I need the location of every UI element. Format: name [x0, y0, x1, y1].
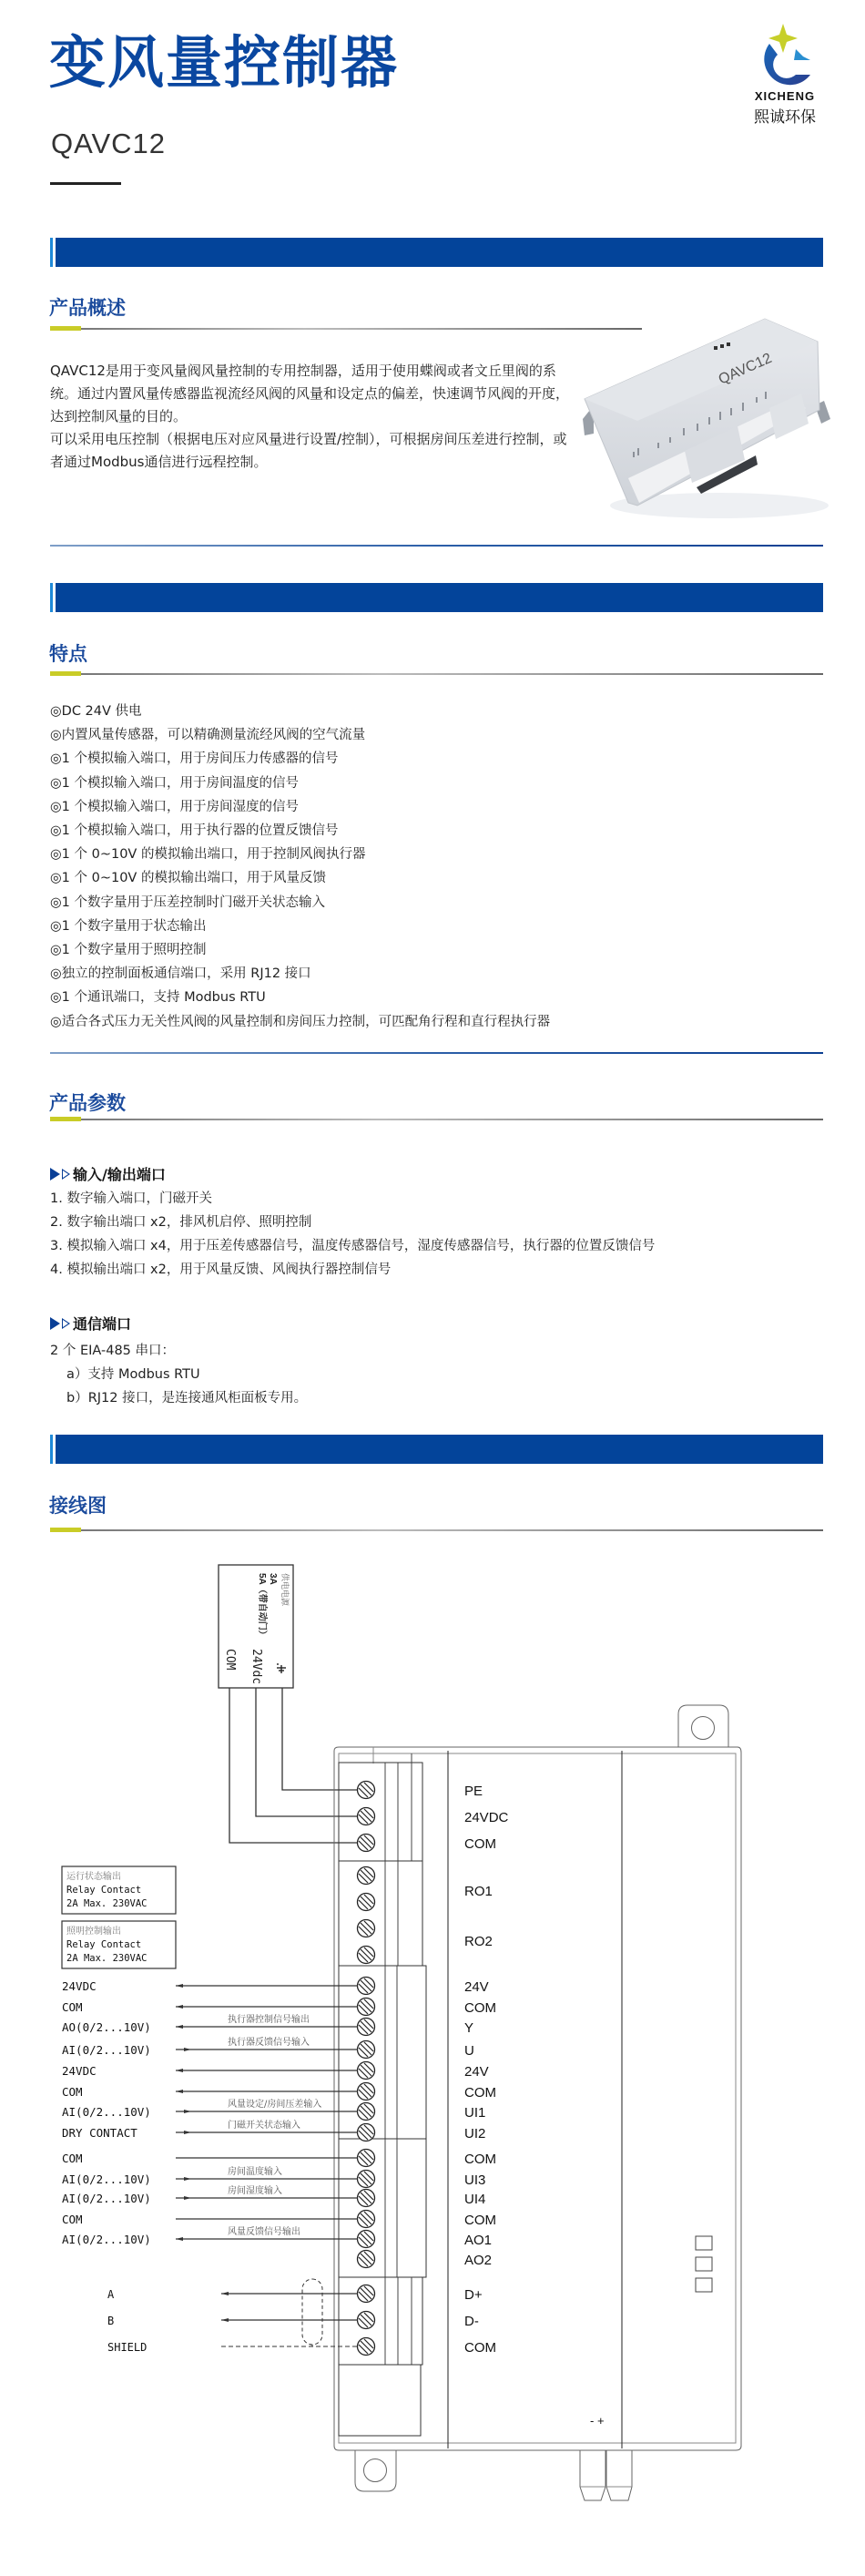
svg-text:- +: - +	[590, 2414, 605, 2428]
triangle-solid-icon	[50, 1317, 60, 1330]
signal-note: 门磁开关状态输入	[228, 2121, 300, 2131]
terminal-label: UI2	[464, 2126, 486, 2142]
field-signal-label: 24VDC	[62, 2064, 97, 2078]
signal-note: 执行器反馈信号输入	[228, 2038, 310, 2048]
feature-item: ◎1 个模拟输入端口，用于房间压力传感器的信号	[50, 751, 339, 767]
terminal-label: AO2	[464, 2253, 493, 2268]
relay-box-lighting	[62, 1921, 176, 1968]
terminal-screw-icon	[358, 2312, 375, 2329]
terminal-label: 24V	[464, 1979, 489, 1995]
section-band-features	[50, 583, 823, 612]
svg-text:Relay Contact: Relay Contact	[66, 1885, 142, 1896]
terminal-screw-icon	[358, 1782, 375, 1799]
svg-text:QAVC12: QAVC12	[716, 350, 775, 388]
section-title-overview: 产品概述	[49, 297, 126, 319]
signal-note: 风量反馈信号输出	[228, 2227, 300, 2237]
io-ports-list	[50, 1187, 655, 1282]
terminal-screw-icon	[358, 2019, 375, 2036]
section-divider-1	[50, 545, 823, 547]
logo-chinese: 熙诚环保	[754, 108, 816, 127]
bus-signal-label: B	[107, 2315, 115, 2327]
terminal-screw-icon	[358, 1867, 375, 1885]
terminal-screw-icon	[358, 2041, 375, 2059]
feature-item: ◎DC 24V 供电	[50, 704, 142, 719]
terminal-label: UI3	[464, 2172, 486, 2188]
section-title-features: 特点	[49, 643, 87, 665]
terminal-screw-icon	[358, 2150, 375, 2167]
feature-item: ◎1 个数字量用于照明控制	[50, 943, 207, 958]
field-signal-label: AI(0/2...10V)	[62, 2233, 151, 2246]
model-underline	[50, 182, 121, 185]
signal-note: 执行器控制信号输出	[228, 2015, 310, 2025]
feature-item: ◎1 个数字量用于状态输出	[50, 918, 207, 934]
relay-box-run-status	[62, 1866, 176, 1914]
signal-note: 房间温度输入	[228, 2167, 282, 2177]
feature-item: ◎1 个模拟输入端口，用于房间湿度的信号	[50, 799, 299, 814]
terminal-label: D+	[464, 2287, 483, 2303]
power-supply-box	[219, 1565, 364, 1843]
comm-ports-heading: 通信端口	[50, 1313, 131, 1334]
overview-paragraph-1: QAVC12是用于变风量阀风量控制的专用控制器，适用于使用蝶阀或者文丘里阀的系统。通过内置风量传感器监视流经风阀的风量和设定点的偏差，快速调节风阀的开度，达到控制风量的目的。	[50, 363, 570, 424]
field-signal-label: COM	[62, 2213, 83, 2226]
terminal-label: PE	[464, 1784, 483, 1799]
terminal-label: COM	[464, 2085, 496, 2101]
terminal-label: 24V	[464, 2064, 489, 2080]
svg-text:供电电源: 供电电源	[280, 1573, 289, 1607]
features-list	[50, 700, 550, 1034]
section-title-wiring: 接线图	[49, 1495, 107, 1517]
page-title: 变风量控制器	[49, 29, 400, 96]
list-item: 1. 数字输入端口，门磁开关	[50, 1191, 212, 1206]
terminal-label: COM	[464, 2152, 496, 2167]
io-ports-heading: 输入/输出端口	[50, 1163, 166, 1184]
terminal-label: AO1	[464, 2233, 493, 2248]
svg-text:2A Max. 230VAC: 2A Max. 230VAC	[66, 1953, 148, 1964]
field-signal-label: AI(0/2...10V)	[62, 2105, 151, 2119]
feature-item: ◎独立的控制面板通信端口，采用 RJ12 接口	[50, 966, 311, 982]
field-signal-label: AO(0/2...10V)	[62, 2020, 151, 2034]
terminal-screw-icon	[358, 1920, 375, 1937]
svg-text:3A: 3A	[268, 1573, 278, 1585]
svg-text:照明控制输出: 照明控制输出	[66, 1927, 121, 1937]
section-rule-params	[50, 1117, 823, 1121]
svg-text:COM: COM	[223, 1649, 237, 1671]
terminal-screw-icon	[358, 2083, 375, 2101]
terminal-label: D-	[464, 2314, 479, 2329]
comm-ports-list	[66, 1363, 307, 1410]
signal-note: 房间湿度输入	[228, 2186, 282, 2196]
triangle-outline-icon	[62, 1318, 70, 1329]
terminal-screw-icon	[358, 2251, 375, 2268]
terminal-label: 24VDC	[464, 1810, 509, 1825]
triangle-solid-icon	[50, 1168, 60, 1181]
comm-intro: 2 个 EIA-485 串口：	[50, 1344, 175, 1358]
terminal-screw-icon	[358, 2190, 375, 2207]
terminal-screw-icon	[358, 2062, 375, 2080]
terminal-label: COM	[464, 2000, 496, 2016]
feature-item: ◎1 个 0~10V 的模拟输出端口，用于风量反馈	[50, 871, 326, 886]
section-rule-wiring	[50, 1528, 823, 1532]
terminal-label: COM	[464, 2340, 496, 2356]
model-number: QAVC12	[51, 128, 167, 159]
section-rule-overview	[50, 326, 642, 331]
triangle-outline-icon	[62, 1169, 70, 1180]
bus-signal-label: SHIELD	[107, 2341, 148, 2354]
feature-item: ◎1 个模拟输入端口，用于执行器的位置反馈信号	[50, 823, 339, 839]
svg-text:24Vdc: 24Vdc	[249, 1649, 263, 1685]
list-item: a）支持 Modbus RTU	[66, 1367, 200, 1382]
section-band-overview	[50, 238, 823, 267]
list-item: 3. 模拟输入端口 x4，用于压差传感器信号，温度传感器信号，湿度传感器信号，执行器的位置反馈信号	[50, 1239, 656, 1253]
section-band-wiring	[50, 1435, 823, 1464]
terminal-label: COM	[464, 1836, 496, 1852]
terminal-label: RO1	[464, 1884, 493, 1899]
field-signal-label: COM	[62, 2085, 83, 2099]
logo-mark-icon	[739, 18, 830, 91]
terminal-screw-icon	[358, 1998, 375, 2016]
terminal-label: COM	[464, 2213, 496, 2228]
field-signal-label: AI(0/2...10V)	[62, 2043, 151, 2057]
field-signal-label: COM	[62, 2000, 83, 2014]
terminal-screw-icon	[358, 2103, 375, 2121]
signal-note: 风量设定/房间压差输入	[228, 2100, 322, 2110]
product-image	[583, 301, 847, 528]
terminal-screw-icon	[358, 2211, 375, 2228]
list-item: 2. 数字输出端口 x2，排风机启停、照明控制	[50, 1215, 312, 1230]
terminal-screw-icon	[358, 2124, 375, 2142]
terminal-screw-icon	[358, 2285, 375, 2303]
terminal-screw-icon	[358, 2338, 375, 2356]
field-signal-label: 24VDC	[62, 1979, 97, 1993]
terminal-screw-icon	[358, 1947, 375, 1964]
list-item: 4. 模拟输出端口 x2，用于风量反馈、风阀执行器控制信号	[50, 1262, 392, 1277]
svg-text:运行状态输出: 运行状态输出	[66, 1872, 121, 1882]
controller-body	[334, 1705, 741, 2500]
terminal-label: RO2	[464, 1934, 493, 1949]
terminal-screw-icon	[358, 1978, 375, 1995]
section-title-params: 产品参数	[49, 1092, 126, 1114]
field-signal-label: COM	[62, 2152, 83, 2165]
terminal-label: UI4	[464, 2192, 486, 2207]
svg-text:5A（带自动门）: 5A（带自动门）	[257, 1573, 267, 1640]
feature-item: ◎1 个数字量用于压差控制时门磁开关状态输入	[50, 894, 325, 910]
section-divider-2	[50, 1052, 823, 1054]
feature-item: ◎适合各式压力无关性风阀的风量控制和房间压力控制，可匹配角行程和直行程执行器	[50, 1014, 551, 1029]
wiring-diagram-svg	[0, 1549, 865, 2576]
company-logo	[739, 18, 830, 128]
section-rule-features	[50, 671, 823, 676]
list-item: b）RJ12 接口，是连接通风柜面板专用。	[66, 1391, 308, 1406]
feature-item: ◎1 个 0~10V 的模拟输出端口，用于控制风阀执行器	[50, 847, 366, 863]
field-signal-label: DRY CONTACT	[62, 2126, 137, 2140]
terminal-label: Y	[464, 2020, 474, 2036]
field-signal-label: AI(0/2...10V)	[62, 2192, 151, 2205]
terminal-label: UI1	[464, 2105, 486, 2121]
feature-item: ◎1 个通讯端口，支持 Modbus RTU	[50, 990, 266, 1006]
feature-item: ◎1 个模拟输入端口，用于房间温度的信号	[50, 775, 299, 791]
svg-text:2A Max. 230VAC: 2A Max. 230VAC	[66, 1898, 148, 1909]
wiring-diagram	[0, 1549, 865, 2576]
svg-text:Relay Contact: Relay Contact	[66, 1939, 142, 1950]
overview-paragraph-2: 可以采用电压控制（根据电压对应风量进行设置/控制），可根据房间压差进行控制，或者通过Modbus通信进行远程控制。	[50, 431, 567, 470]
terminal-label: U	[464, 2043, 474, 2059]
terminal-screw-icon	[358, 1894, 375, 1911]
terminal-screw-icon	[358, 2171, 375, 2188]
terminal-screw-icon	[358, 1808, 375, 1825]
logo-english: XICHENG	[754, 89, 816, 103]
terminal-screw-icon	[358, 1835, 375, 1852]
bus-signal-label: A	[107, 2288, 115, 2301]
field-signal-label: AI(0/2...10V)	[62, 2172, 151, 2186]
terminal-screw-icon	[358, 2231, 375, 2248]
feature-item: ◎内置风量传感器，可以精确测量流经风阀的空气流量	[50, 728, 366, 743]
